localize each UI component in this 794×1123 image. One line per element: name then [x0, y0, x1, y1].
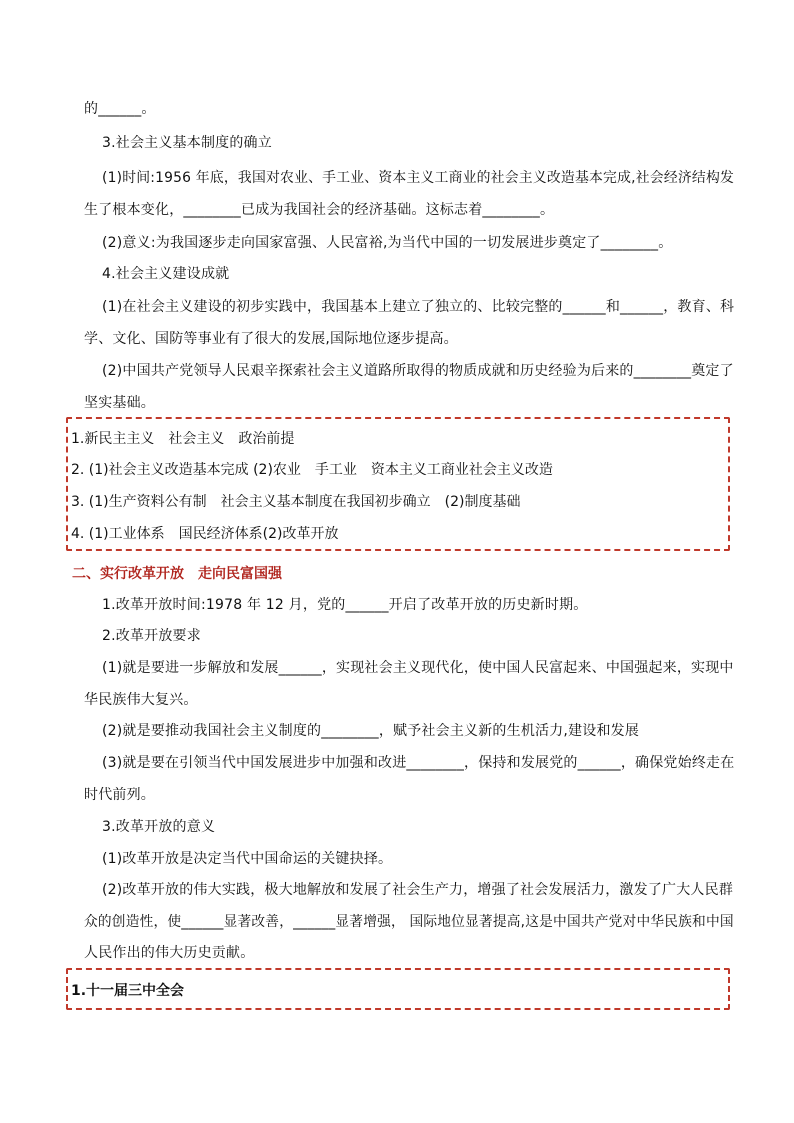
text-line: (2)改革开放的伟大实践，极大地解放和发展了社会生产力，增强了社会发展活力，激发了广大人民群	[102, 882, 734, 898]
text-line: (1)在社会主义建设的初步实践中，我国基本上建立了独立的、比较完整的______和______，教育、科	[102, 299, 735, 315]
text-line: (2)就是要推动我国社会主义制度的________，赋予社会主义新的生机活力,建设和发展	[102, 723, 640, 739]
subheading: 2.改革开放要求	[102, 628, 201, 644]
text-line: (1)改革开放是决定当代中国命运的关键抉择。	[102, 851, 393, 867]
subheading: 4.社会主义建设成就	[102, 266, 230, 282]
text-line: 学、文化、国防等事业有了很大的发展,国际地位逐步提高。	[84, 331, 458, 347]
text-line: 华民族伟大复兴。	[84, 692, 198, 708]
text-line: 1.改革开放时间:1978 年 12 月，党的______开启了改革开放的历史新时期。	[102, 597, 588, 613]
text-line: 的______。	[84, 101, 156, 117]
text-line: 人民作出的伟大历史贡献。	[84, 945, 255, 961]
text-line: (2)中国共产党领导人民艰辛探索社会主义道路所取得的物质成就和历史经验为后来的________奠定了	[102, 363, 734, 379]
subheading: 3.社会主义基本制度的确立	[102, 135, 272, 151]
text-line: 众的创造性，使______显著改善，______显著增强， 国际地位显著提高,这是中国共产党对中华民族和中国	[84, 914, 734, 930]
text-line: (1)就是要进一步解放和发展______，实现社会主义现代化，使中国人民富起来、中国强起来，实现中	[102, 660, 734, 676]
answer-line: 1.新民主主义 社会主义 政治前提	[71, 431, 295, 447]
answer-line: 1.十一届三中全会	[71, 983, 185, 999]
answer-line: 2. (1)社会主义改造基本完成 (2)农业 手工业 资本主义工商业社会主义改造	[71, 462, 553, 478]
answer-line: 4. (1)工业体系 国民经济体系(2)改革开放	[71, 526, 339, 542]
text-line: 生了根本变化，________已成为我国社会的经济基础。这标志着________。	[84, 202, 555, 218]
answer-line: 3. (1)生产资料公有制 社会主义基本制度在我国初步确立 (2)制度基础	[71, 494, 521, 510]
subheading: 3.改革开放的意义	[102, 819, 216, 835]
text-line: 时代前列。	[84, 787, 155, 803]
text-line: (1)时间:1956 年底，我国对农业、手工业、资本主义工商业的社会主义改造基本完成,社会经济结构发	[102, 170, 735, 186]
text-line: (3)就是要在引领当代中国发展进步中加强和改进________，保持和发展党的______，确保党始终走在	[102, 755, 735, 771]
section-title: 二、实行改革开放 走向民富国强	[72, 566, 282, 582]
text-line: 坚实基础。	[84, 395, 155, 411]
text-line: (2)意义:为我国逐步走向国家富强、人民富裕,为当代中国的一切发展进步奠定了________。	[102, 235, 673, 251]
